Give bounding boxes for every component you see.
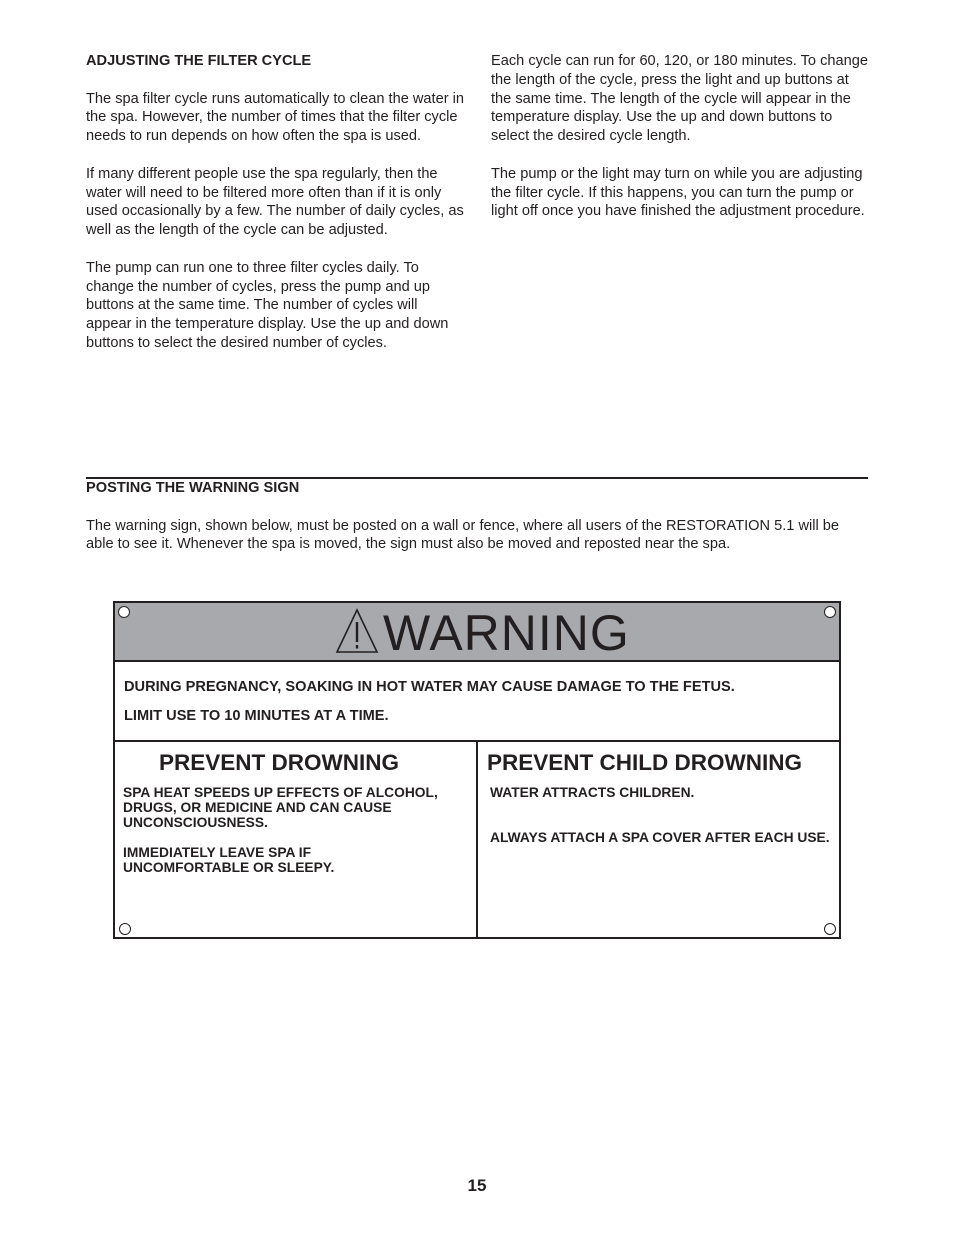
left-column [86,52,466,372]
filter-paragraph-4: Each cycle can run for 60, 120, or 180 minutes. To change the length of the cycle, press the light and up buttons at the same time. The length of the cycle will appear in the temperature display. Use the up and down buttons to select the desired cycle length. [491,53,868,145]
attracts-children-text: WATER ATTRACTS CHILDREN. [490,785,695,800]
pregnancy-warning-line: DURING PREGNANCY, SOAKING IN HOT WATER MAY CAUSE DAMAGE TO THE FETUS. [124,679,735,695]
prevent-drowning-panel [115,742,478,937]
prevent-drowning-title: PREVENT DROWNING [159,750,400,775]
sign-header [115,603,839,662]
warning-sign-heading: POSTING THE WARNING SIGN [86,480,300,496]
spa-cover-text: ALWAYS ATTACH A SPA COVER AFTER EACH USE. [490,830,830,845]
time-limit-line: LIMIT USE TO 10 MINUTES AT A TIME. [124,708,389,724]
prevent-child-drowning-panel [478,742,839,937]
right-column [491,52,869,240]
warning-sign-paragraph: The warning sign, shown below, must be posted on a wall or fence, where all users of the RESTORATION 5.1 will be able to see it. Whenever the spa is moved, the sign must also be moved and reposted near the spa. [86,517,840,553]
filter-paragraph-3: The pump can run one to three filter cycles daily. To change the number of cycles, press the pump and up buttons at the same time. The number of cycles will appear in the temperature display. Use the up and down buttons to select the desired number of cycles. [86,259,449,351]
filter-cycle-heading: ADJUSTING THE FILTER CYCLE [86,53,312,69]
pregnancy-warning [115,662,839,742]
filter-paragraph-2: If many different people use the spa regularly, then the water will need to be filtered more often than if it is only used occasionally by a few. The number of daily cycles, as well as the length of the cycle can be adjusted. [86,165,464,239]
filter-paragraph-1: The spa filter cycle runs automatically to clean the water in the spa. However, the number of times that the filter cycle needs to run depends on how often the spa is used. [86,90,464,145]
alcohol-warning-text: SPA HEAT SPEEDS UP EFFECTS OF ALCOHOL, DRUGS, OR MEDICINE AND CAN CAUSE UNCONSCIOUSNESS. [123,785,438,831]
mounting-hole-icon [118,606,130,618]
leave-spa-text: IMMEDIATELY LEAVE SPA IF UNCOMFORTABLE OR SLEEPY. [123,845,335,876]
warning-sign-section [86,479,868,573]
prevent-child-drowning-title: PREVENT CHILD DROWNING [487,750,802,775]
warning-word: WARNING [383,605,630,661]
mounting-hole-icon [824,606,836,618]
warning-sign [113,601,841,939]
page-number: 15 [467,1176,487,1195]
warning-triangle-icon [335,608,379,654]
filter-paragraph-5: The pump or the light may turn on while you are adjusting the filter cycle. If this happens, you can turn the pump or light off once you have finished the adjustment procedure. [491,165,865,220]
